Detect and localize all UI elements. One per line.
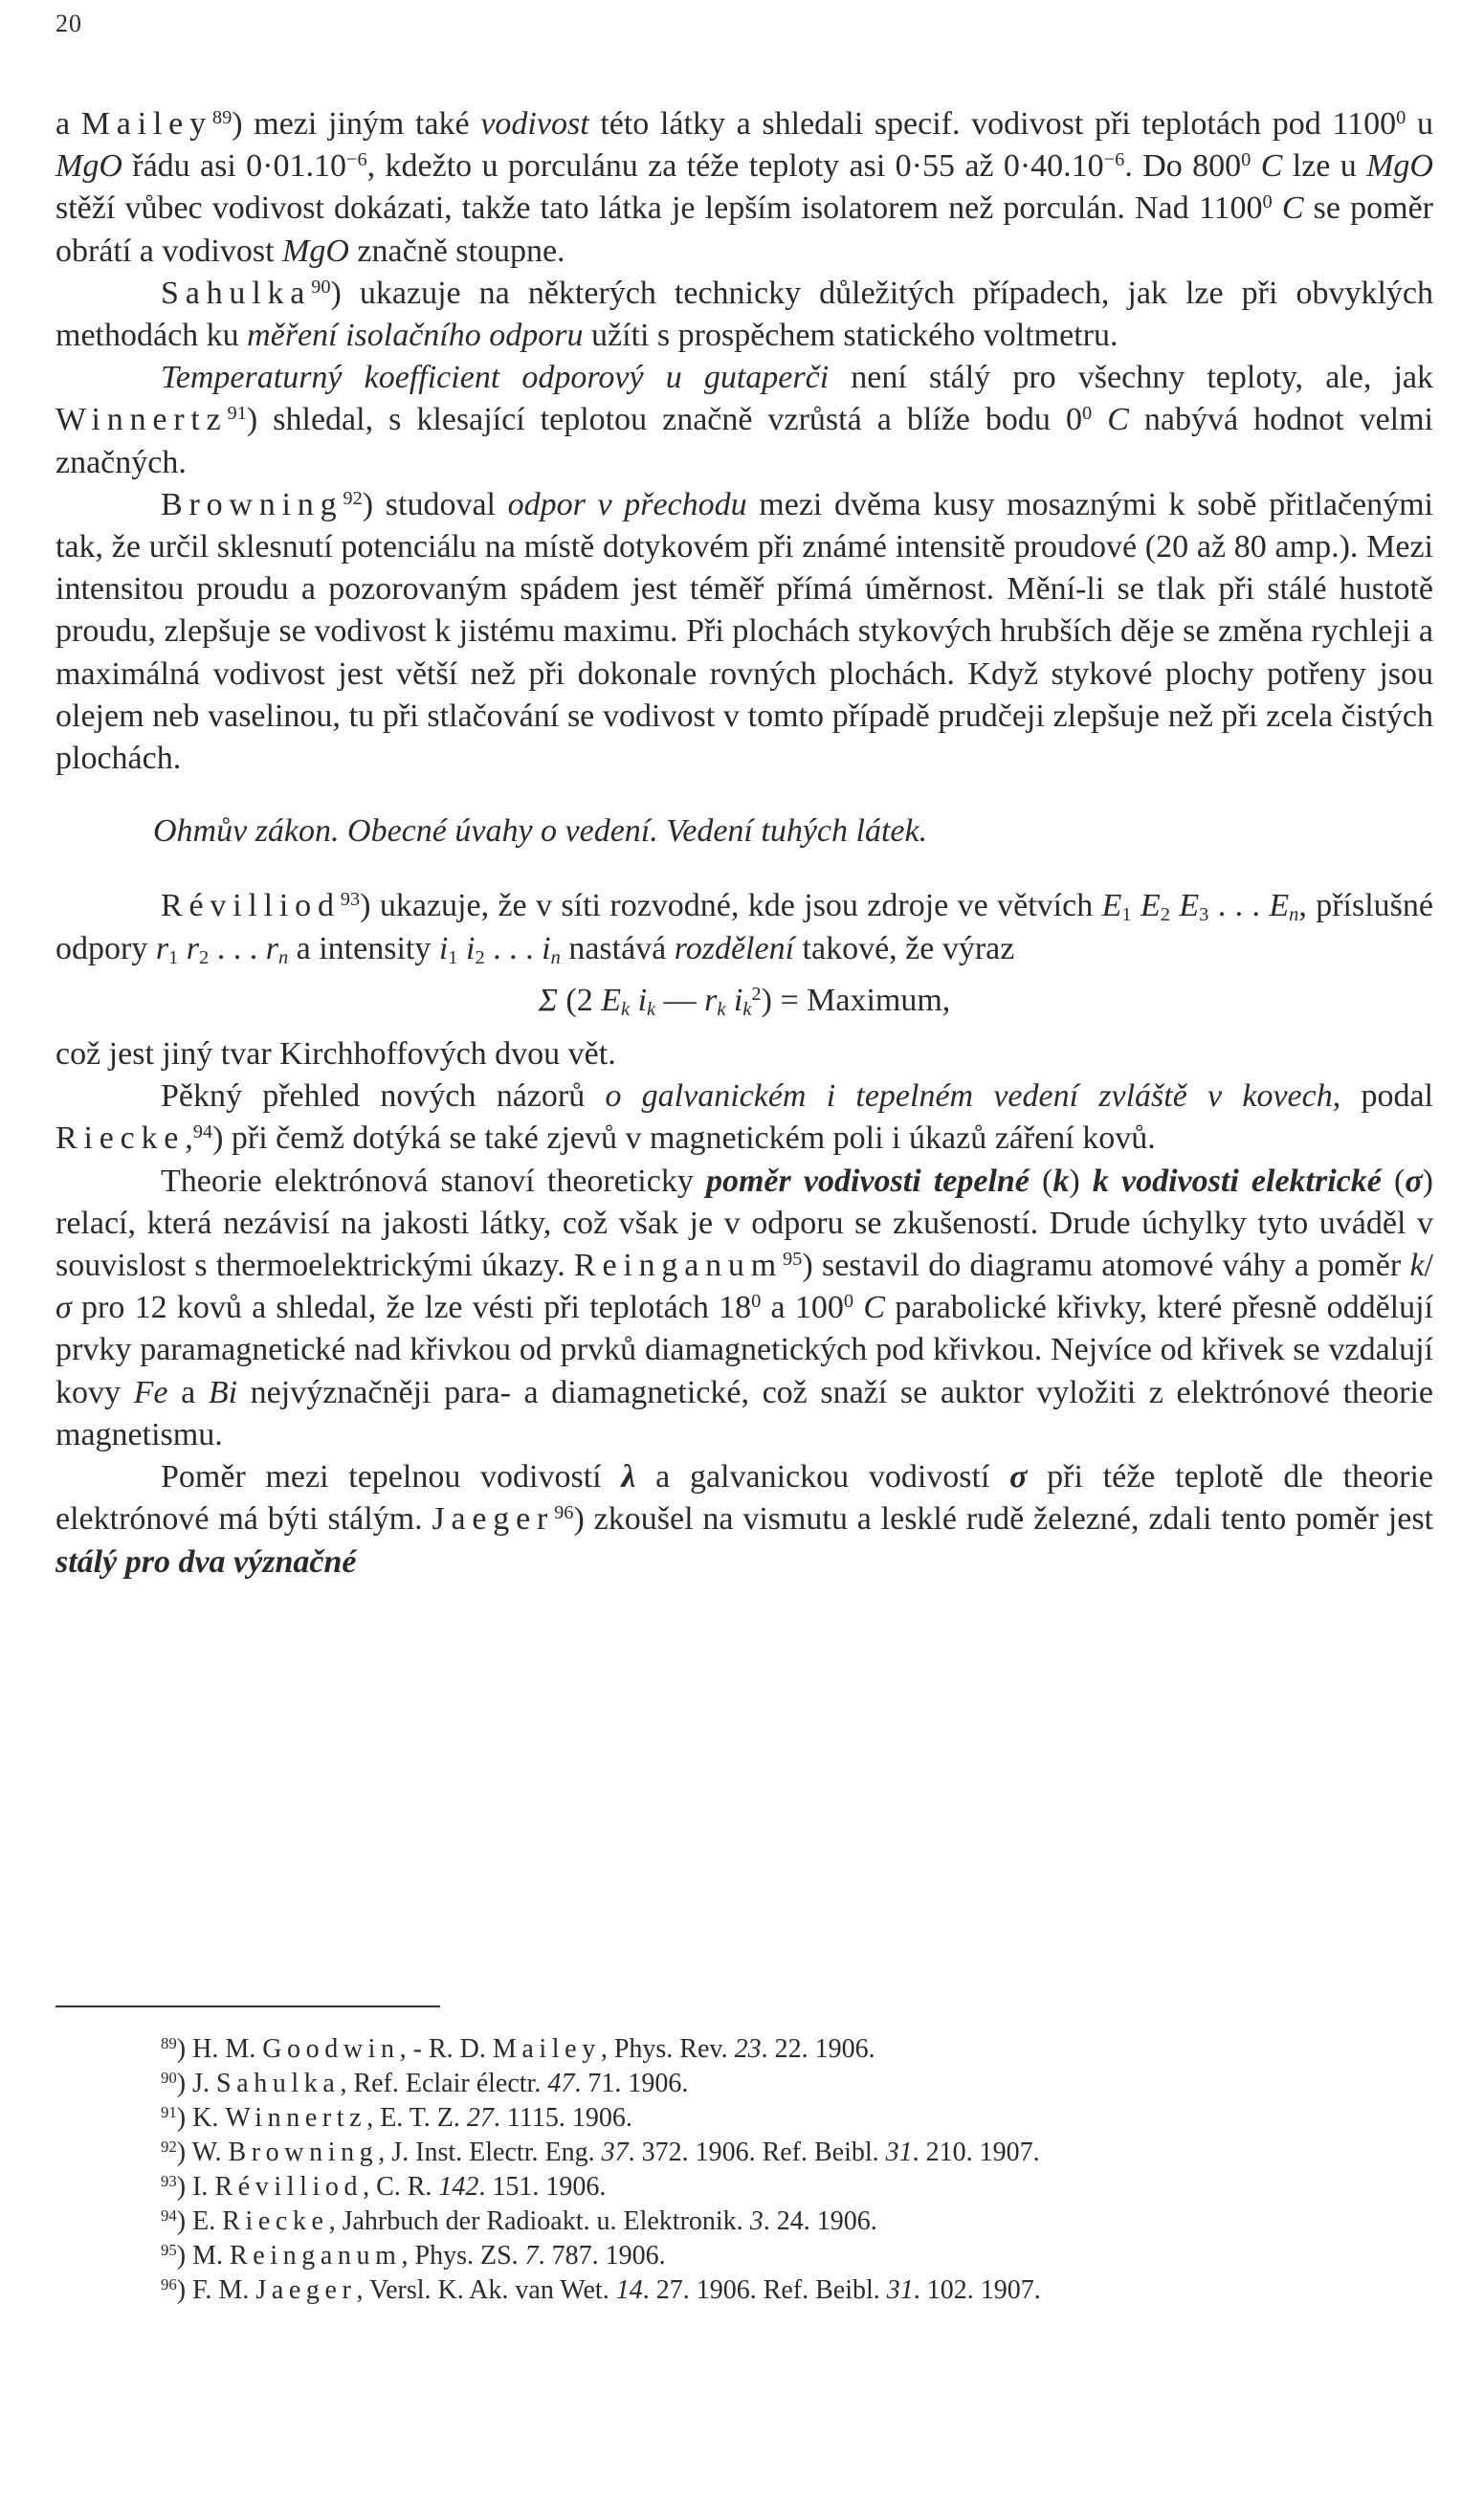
paragraph-reinganum: Theorie elektrónová stanoví theoreticky poměr vodivosti tepelné (k) k vodivosti elektrické (σ) relací, která nezávisí na jakosti látky, což však je v odporu se zkušeností. Drude úchylky tyto uváděl v souvislost s thermoelektrickými úkazy. Reinganum$^{95}$) sestavil do diagramu atomové váhy a poměr k/σ pro 12 kovů a shledal, že lze vésti při teplotách $18^0$ a $100^0$ C parabolické křivky, které přesně oddělují prvky paramagnetické nad křivkou od prvků diamagnetických pod křivkou. Nejvíce od křivek se vzdalují kovy Fe a Bi nejvýznačněji para- a diamagnetické, což snaží se auktor vyložiti z elektrónové theorie magnetismu. [55,1163,1434,1452]
footnote-93: $^{93}$) I. Révilliod, C. R. 142. 151. 1906. [161,2171,607,2202]
section-heading: Ohmův zákon. Obecné úvahy o vedení. Vedení tuhých látek. [153,813,928,850]
footnote-95: $^{95}$) M. Reinganum, Phys. ZS. 7. 787. 1906. [161,2240,666,2271]
footnote-90: $^{90}$) J. Sahulka, Ref. Eclair électr. 47. 71. 1906. [161,2068,689,2098]
paragraph-kirchhoff: což jest jiný tvar Kirchhoffových dvou vět. [55,1036,616,1073]
footnote-91: $^{91}$) K. Winnertz, E. T. Z. 27. 1115. 1906. [161,2102,632,2133]
paragraph-jaeger: Poměr mezi tepelnou vodivostí λ a galvanickou vodivostí σ při téže teplotě dle theorie elektrónové má býti stálým. Jaeger$^{96}$) zkoušel na vismutu a lesklé rudě železné, zdali tento poměr jest stálý pro dva význačné [55,1459,1434,1580]
footnote-89: $^{89}$) H. M. Goodwin, - R. D. Mailey, Phys. Rev. 23. 22. 1906. [161,2033,875,2064]
footnote-rule [55,2005,440,2007]
footnote-94: $^{94}$) E. Riecke, Jahrbuch der Radioakt. u. Elektronik. 3. 24. 1906. [161,2205,877,2236]
paragraph-winnertz: Temperaturný koefficient odporový u gutaperči není stálý pro všechny teploty, ale, jak Winnertz$^{91}$) shledal, s klesající teplotou značně vzrůstá a blíže bodu $0^0$ C nabývá hodnot velmi značných. [55,360,1434,480]
paragraph-mailey: a Mailey$^{89}$) mezi jiným také vodivost této látky a shledali specif. vodivost při teplotách pod 1100$^0$ u MgO řádu asi $0\cdot 01.10^{-6}$, kdežto u porculánu za téže teploty asi 0·55 až $0\cdot 40.10^{-6}$. Do $800^0$ C lze u MgO stěží vůbec vodivost dokázati, takže tato látka je lepším isolatorem než porculán. Nad 1100$^0$ C se poměr obrátí a vodivost MgO značně stoupne. [55,106,1434,269]
footnote-96: $^{96}$) F. M. Jaeger, Versl. K. Ak. van Wet. 14. 27. 1906. Ref. Beibl. 31. 102. 1907. [161,2274,1041,2305]
page-number: 20 [55,10,82,37]
paragraph-sahulka: Sahulka$^{90}$) ukazuje na některých technicky důležitých případech, jak lze při obvyklých methodách ku měření isolačního odporu užíti s prospěchem statického voltmetru. [55,275,1433,354]
main-text [55,103,1433,1584]
footnotes [55,2032,1433,2308]
paragraph-revilliod: Révilliod$^{93}$) ukazuje, že v síti rozvodné, kde jsou zdroje ve větvích $E_1$ $E_2$ $E_3$ . . . $E_n$, příslušné odpory $r_1$ $r_2$ . . . $r_n$ a intensity $i_1$ $i_2$ . . . $i_n$ nastává rozdělení takové, že výraz [55,888,1433,968]
paragraph-browning: Browning$^{92}$) studoval odpor v přechodu mezi dvěma kusy mosaznými k sobě přitlačenými tak, že určil sklesnutí potenciálu na místě dotykovém při známé intensitě proudové (20 až 80 amp.). Mezi intensitou proudu a pozorovaným spádem jest téměř přímá úměrnost. Mění-li se tlak při stálé hustotě proudu, zlepšuje se vodivost k jistému maximu. Při plochách stykových hrubších děje se změna rychleji a maximálná vodivost jest větší než při dokonale rovných plochách. Když stykové plochy potřeny jsou olejem neb vaselinou, tu při stlačování se vodivost v tomto případě prudčeji zlepšuje než při zcela čistých plochách. [55,486,1433,777]
footnote-92: $^{92}$) W. Browning, J. Inst. Electr. Eng. 37. 372. 1906. Ref. Beibl. 31. 210. 1907. [161,2137,1040,2167]
equation: Σ (2 $E_k$ $i_k$ — $r_k$ $i_k^2$) = Maximum, [538,982,951,1020]
paragraph-riecke: Pěkný přehled nových názorů o galvanickém i tepelném vedení zvláště v kovech, podal Riecke,$^{94}$) při čemž dotýká se také zjevů v magnetickém poli i úkazů záření kovů. [55,1078,1433,1157]
